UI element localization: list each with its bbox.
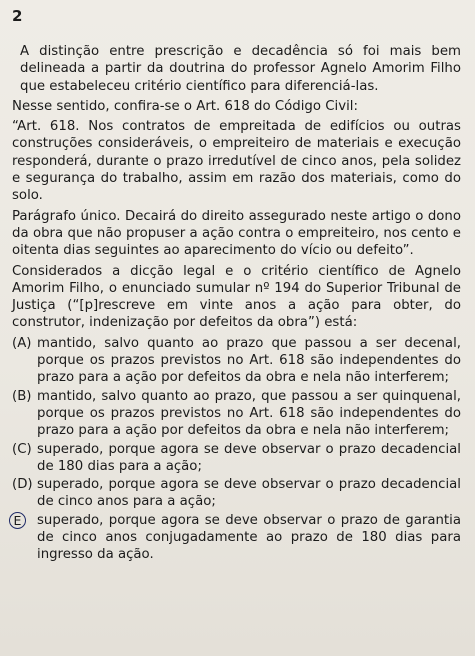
option-c-label: (C) xyxy=(12,441,32,457)
question-statement: Considerados a dicção legal e o critério científico de Agnelo Amorim Filho, o enunciado sumular nº 194 do Superior Tribunal de Justiça (“[p]rescreve em vinte anos a ação para obter, do construtor, indenização por defeitos da obra”) está: xyxy=(12,263,461,331)
option-d[interactable] xyxy=(12,476,461,511)
option-b[interactable] xyxy=(12,388,461,440)
intro-paragraph: A distinção entre prescrição e decadência só foi mais bem delineada a partir da doutrina do professor Agnelo Amorim Filho que estabeleceu critério científico para diferenciá-las. xyxy=(20,44,461,94)
option-b-text: mantido, salvo quanto ao prazo, que passou a ser quinquenal, porque os prazos previstos no Art. 618 são independentes do prazo para a ação por defeitos da obra e nela não interferem; xyxy=(37,388,461,439)
option-c[interactable] xyxy=(12,441,461,476)
article-quote: “Art. 618. Nos contratos de empreitada de edifícios ou outras construções consideráveis, o empreiteiro de materiais e execução responderá, durante o prazo irredutível de cinco anos, pela solidez e segurança do trabalho, assim em razão dos materiais, como do solo. xyxy=(12,119,461,204)
option-d-text: superado, porque agora se deve observar o prazo decadencial de cinco anos para a ação; xyxy=(37,477,461,510)
option-d-label: (D) xyxy=(12,477,33,493)
option-a[interactable] xyxy=(12,335,461,387)
option-e-text: superado, porque agora se deve observar o prazo de garantia de cinco anos conjugadamente ao prazo de 180 dias para ingresso da ação. xyxy=(37,512,461,563)
option-e[interactable] xyxy=(12,512,461,564)
option-c-text: superado, porque agora se deve observar o prazo decadencial de 180 dias para a ação; xyxy=(37,441,461,474)
option-e-label xyxy=(12,512,37,564)
question-number: 2 xyxy=(12,7,23,25)
intro-reference: Nesse sentido, confira-se o Art. 618 do Código Civil: xyxy=(12,98,358,114)
option-a-label: (A) xyxy=(12,335,32,351)
option-b-label: (B) xyxy=(12,388,32,404)
circled-answer-mark: E xyxy=(9,512,26,529)
article-sole-paragraph: Parágrafo único. Decairá do direito assegurado neste artigo o dono da obra que não propuser a ação contra o empreiteiro, nos cento e oitenta dias seguintes ao aparecimento do vício ou defeito”. xyxy=(12,208,461,259)
option-a-text: mantido, salvo quanto ao prazo que passou a ser decenal, porque os prazos previstos no Art. 618 são independentes do prazo para a ação por defeitos da obra e nela não interferem; xyxy=(37,335,461,386)
